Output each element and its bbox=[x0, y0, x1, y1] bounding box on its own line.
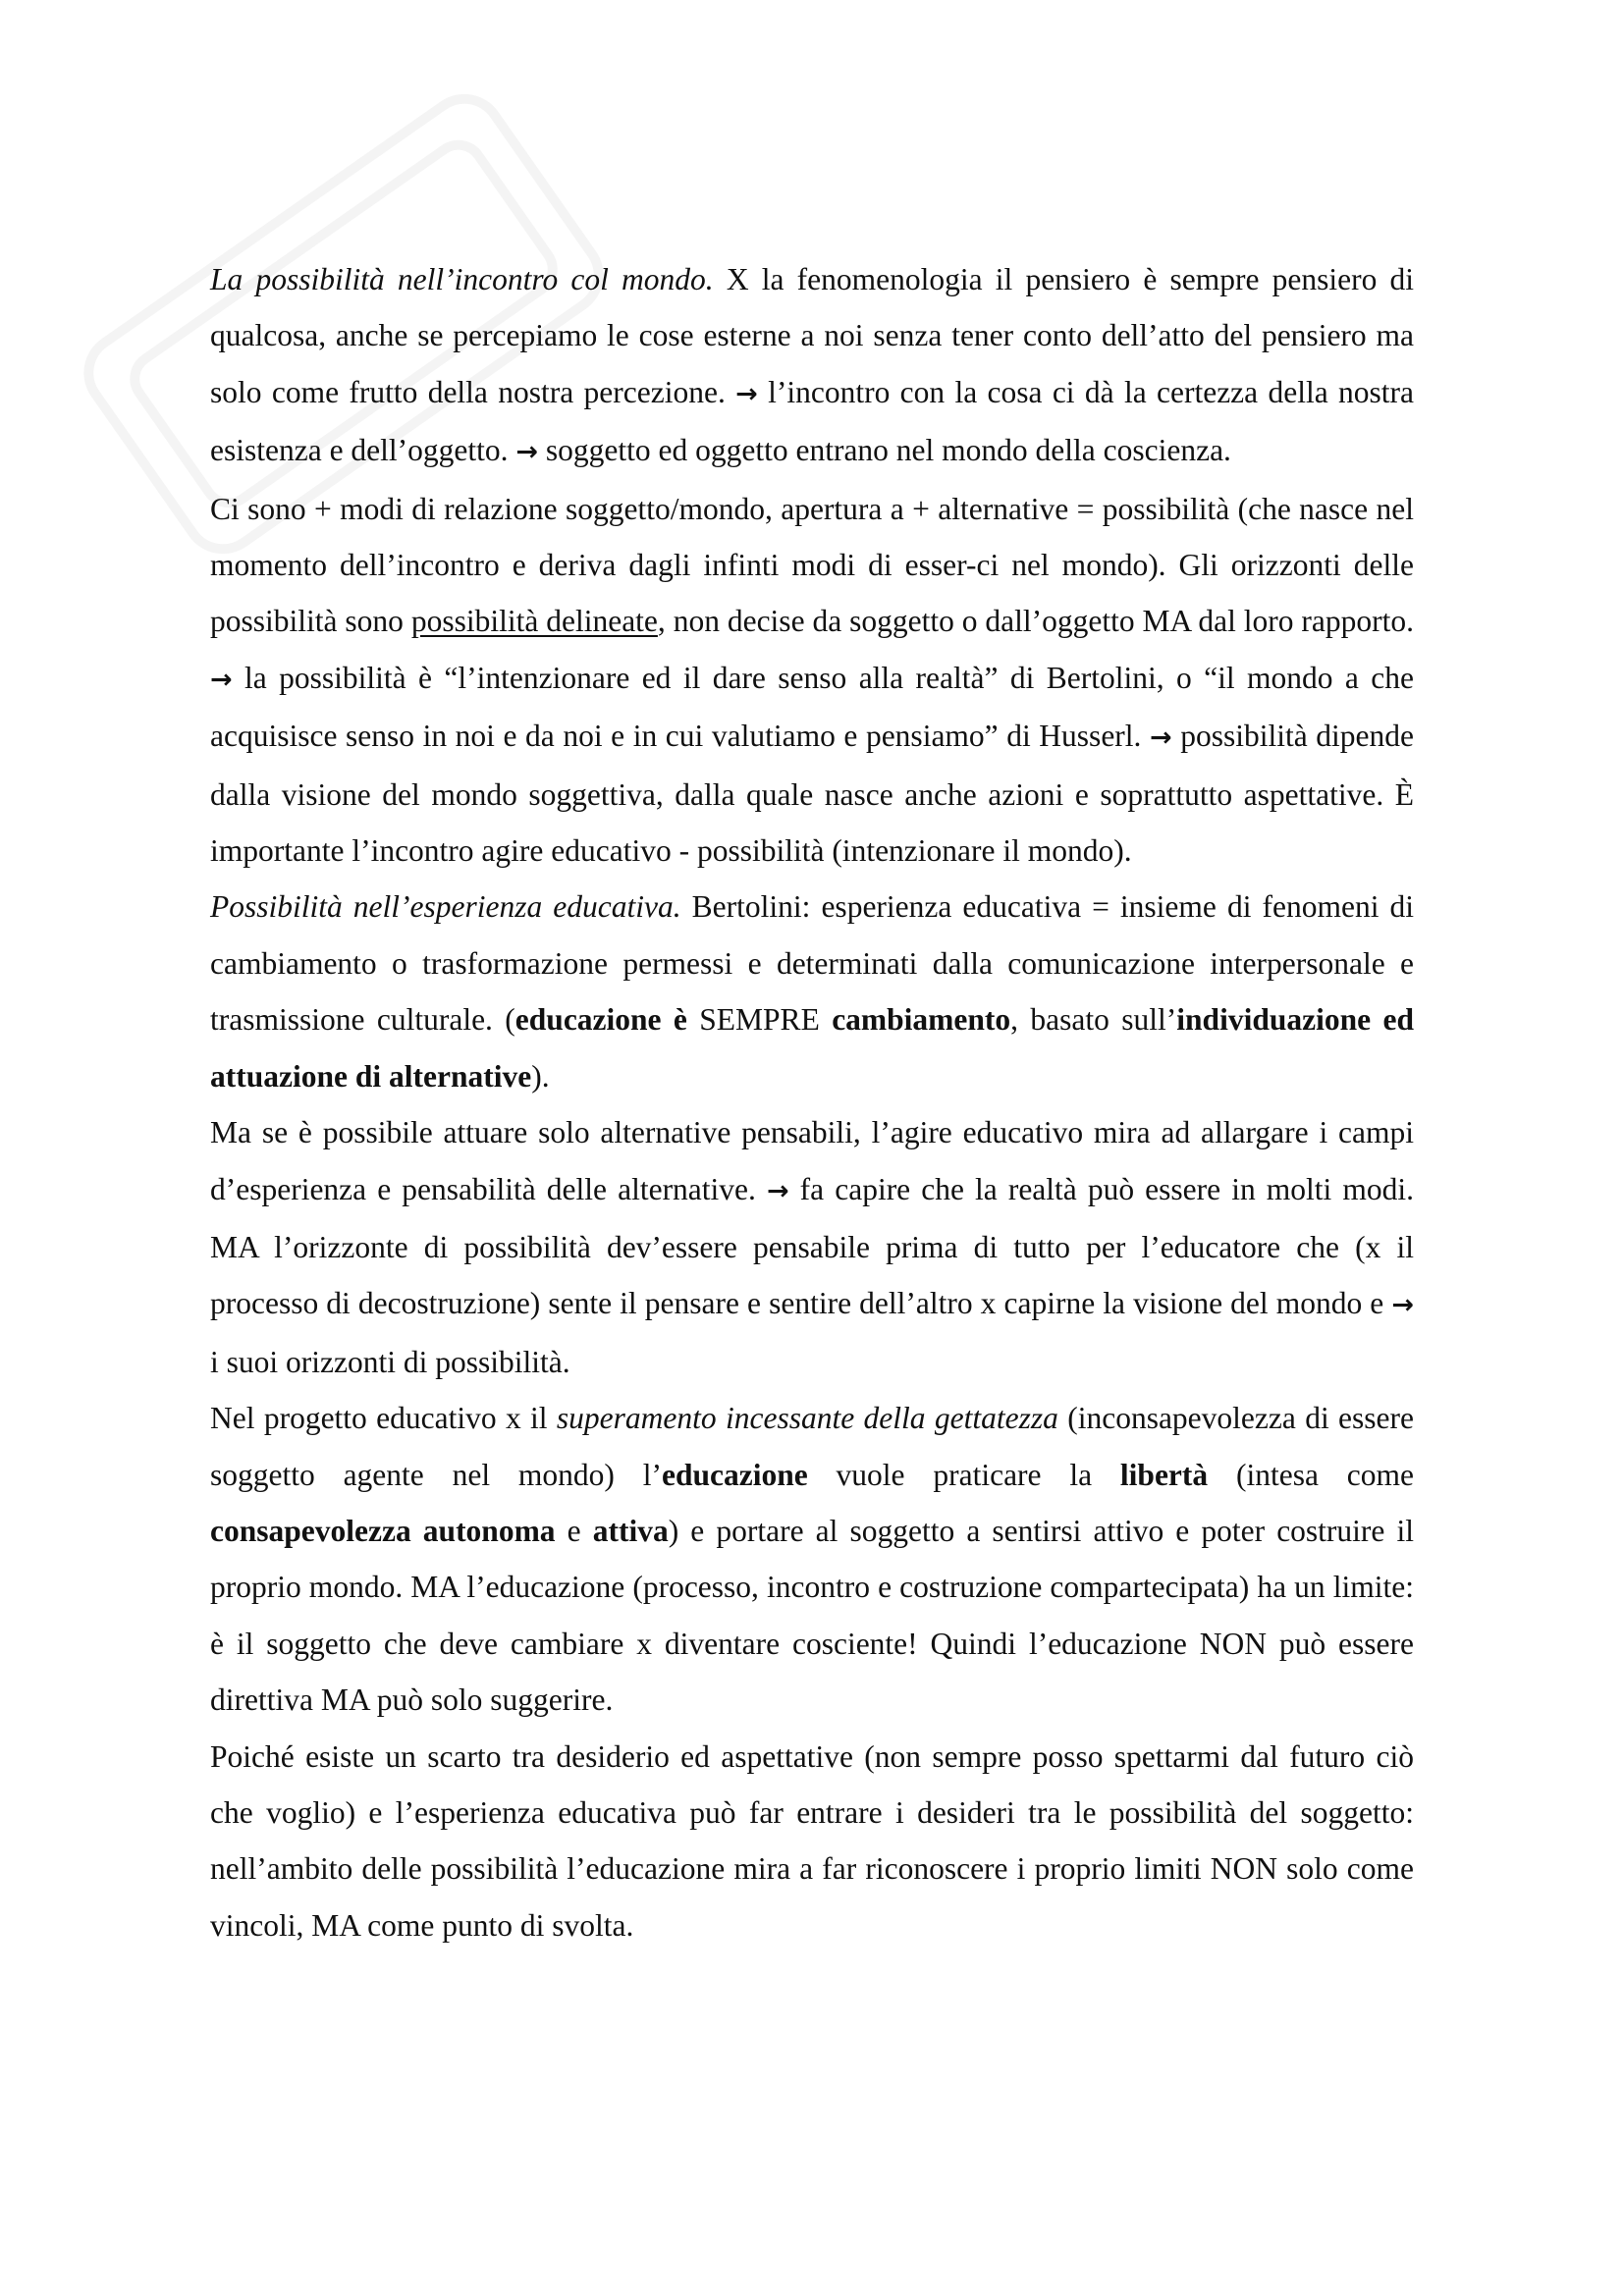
italic-text: superamento incessante della gettatezza bbox=[556, 1401, 1058, 1436]
text-run: e bbox=[555, 1513, 593, 1548]
text-run: soggetto ed oggetto entrano nel mondo della coscienza. bbox=[538, 433, 1231, 468]
bold-text: educazione è bbox=[514, 1002, 687, 1038]
arrow-right-icon: → bbox=[735, 378, 758, 409]
text-run: i suoi orizzonti di possibilità. bbox=[210, 1344, 570, 1379]
text-run: ) e portare al soggetto a sentirsi attivo e poter costruire il proprio mondo. MA l’educazione (processo, incontro e costruzione compartecipata) ha un limite: è il soggetto che deve cambiare x diventare cosciente! Quindi l’educazione NON può essere direttiva MA può solo suggerire. bbox=[210, 1513, 1414, 1718]
text-run: vuole praticare la bbox=[807, 1457, 1120, 1492]
italic-text: La possibilità nell’incontro col mondo. bbox=[210, 262, 714, 296]
paragraph-possibilita-incontro-mondo bbox=[210, 251, 1414, 481]
arrow-right-icon: → bbox=[1150, 722, 1172, 754]
text-run: (inconsapevolezza di essere soggetto agente nel mondo) l’ bbox=[210, 1401, 1414, 1492]
text-run: , basato sull’ bbox=[1010, 1002, 1177, 1038]
bold-text: educazione bbox=[661, 1457, 808, 1492]
text-run: X la fenomenologia il pensiero è sempre pensiero di qualcosa, anche se percepiamo le cose esterne a noi senza tener conto dell’atto del pensiero ma solo come frutto della nostra percezione. bbox=[210, 262, 1415, 409]
document-body bbox=[210, 251, 1414, 1953]
text-run: la possibilità è “l’intenzionare ed il dare senso alla realtà” di Bertolini, o “il mondo a che acquisisce senso in noi e da noi e in cui valutiamo e pensiamo” di Husserl. bbox=[210, 660, 1414, 754]
text-run: SEMPRE bbox=[686, 1002, 833, 1038]
paragraph-modi-relazione bbox=[210, 481, 1414, 880]
arrow-right-icon: → bbox=[1391, 1290, 1414, 1321]
text-run: Bertolini: esperienza educativa = insieme di fenomeni di cambiamento o trasformazione permessi e determinati dalla comunicazione interpersonale e trasmissione culturale. ( bbox=[210, 889, 1414, 1038]
bold-text: cambiamento bbox=[832, 1002, 1011, 1038]
arrow-right-icon: → bbox=[766, 1175, 789, 1206]
bold-text: attiva bbox=[592, 1513, 669, 1548]
text-run: fa capire che la realtà può essere in molti modi. MA l’orizzonte di possibilità dev’essere pensabile prima di tutto per l’educatore che (x il processo di decostruzione) sente il pensare e sentire dell’altro x capirne la visione del mondo e bbox=[210, 1171, 1414, 1321]
arrow-right-icon: → bbox=[210, 664, 233, 695]
bold-text: libertà bbox=[1119, 1457, 1209, 1492]
paragraph-alternative-pensabili bbox=[210, 1104, 1414, 1390]
text-run: (intesa come bbox=[1208, 1457, 1414, 1492]
text-run: Ci sono + modi di relazione soggetto/mondo, apertura a + alternative = possibilità (che nasce nel momento dell’incontro e deriva dagli infinti modi di esser-ci nel mondo). Gli orizzonti delle possibilità sono bbox=[210, 491, 1414, 639]
paragraph-scarto-desiderio bbox=[210, 1729, 1414, 1954]
paragraph-progetto-educativo bbox=[210, 1390, 1414, 1728]
text-run: l’incontro con la cosa ci dà la certezza della nostra esistenza e dell’oggetto. bbox=[210, 374, 1414, 468]
text-run: Poiché esiste un scarto tra desiderio ed aspettative (non sempre posso spettarmi dal futuro ciò che voglio) e l’esperienza educativa può far entrare i desideri tra le possibilità del soggetto: nell’ambito delle possibilità l’educazione mira a far riconoscere i proprio limiti NON solo come vincoli, MA come punto di svolta. bbox=[210, 1738, 1414, 1943]
text-run: Ma se è possibile attuare solo alternative pensabili, l’agire educativo mira ad allargare i campi d’esperienza e pensabilità delle alternative. bbox=[210, 1115, 1414, 1206]
bold-text: individuazione ed attuazione di alternative bbox=[210, 1002, 1414, 1094]
underlined-text: possibilità delineate bbox=[410, 604, 658, 639]
text-run: Nel progetto educativo x il bbox=[210, 1401, 557, 1436]
paragraph-esperienza-educativa bbox=[210, 879, 1414, 1104]
text-run: , non decise da soggetto o dall’oggetto MA dal loro rapporto. bbox=[657, 604, 1415, 639]
italic-text: Possibilità nell’esperienza educativa. bbox=[210, 889, 681, 925]
text-run: possibilità dipende dalla visione del mondo soggettiva, dalla quale nasce anche azioni e soprattutto aspettative. È importante l’incontro agire educativo - possibilità (intenzionare il mondo). bbox=[210, 719, 1414, 869]
text-run: ). bbox=[531, 1058, 550, 1094]
bold-text: consapevolezza autonoma bbox=[210, 1513, 556, 1548]
arrow-right-icon: → bbox=[515, 437, 539, 468]
